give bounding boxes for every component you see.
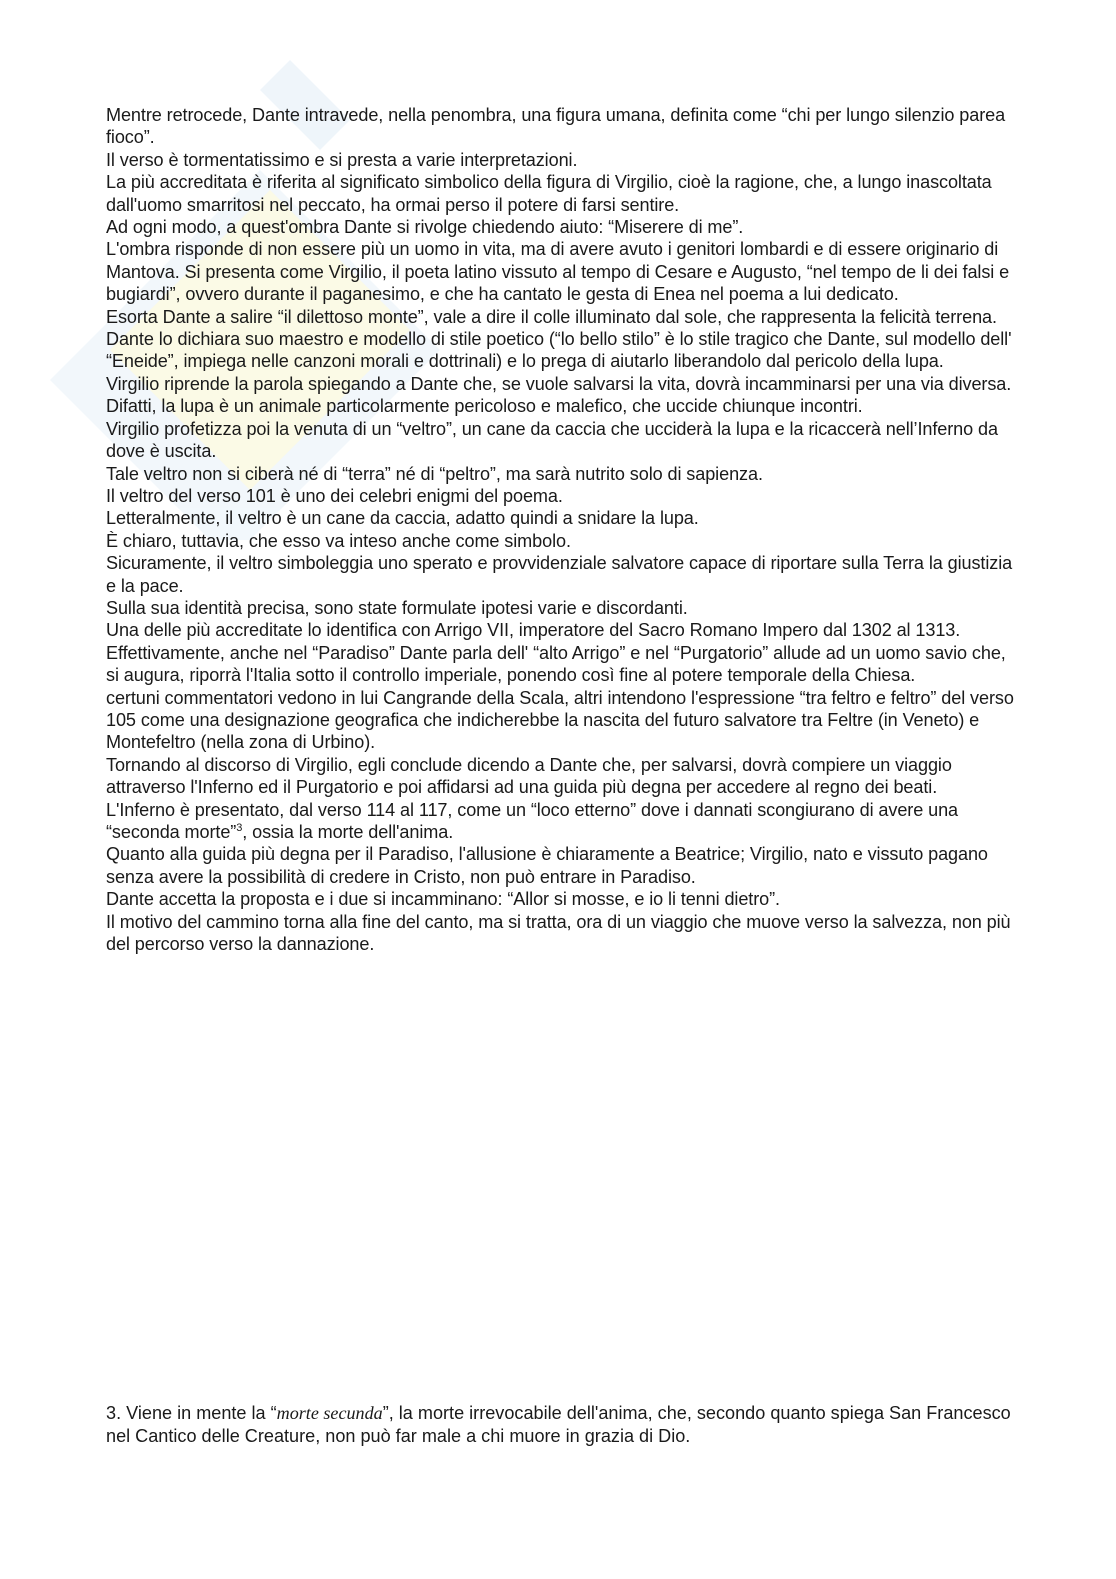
paragraph: Letteralmente, il veltro è un cane da caccia, adatto quindi a snidare la lupa. — [106, 508, 699, 529]
paragraph: Tornando al discorso di Virgilio, egli conclude dicendo a Dante che, per salvarsi, dovrà compiere un viaggio attraverso l'Inferno ed il Purgatorio e poi affidarsi ad una guida più degna per accedere al regno dei beati. — [106, 754, 952, 798]
paragraph: Il motivo del cammino torna alla fine del canto, ma si tratta, ora di un viaggio che muove verso la salvezza, non più del percorso verso la dannazione. — [106, 911, 1011, 955]
paragraph: Sicuramente, il veltro simboleggia uno sperato e provvidenziale salvatore capace di riportare sulla Terra la giustizia e la pace. — [106, 553, 1013, 596]
paragraph: Virgilio riprende la parola spiegando a Dante che, se vuole salvarsi la vita, dovrà incamminarsi per una via diversa. — [106, 373, 1012, 394]
paragraph: Difatti, la lupa è un animale particolarmente pericoloso e malefico, che uccide chiunque incontri. — [106, 396, 863, 417]
paragraph: Esorta Dante a salire “il dilettoso monte”, vale a dire il colle illuminato dal sole, che rappresenta la felicità terrena. — [106, 306, 997, 327]
paragraph: Effettivamente, anche nel “Paradiso” Dante parla dell' “alto Arrigo” e nel “Purgatorio” allude ad un uomo savio che, si augura, riporrà l'Italia sotto il controllo imperiale, ponendo così fine al potere temporale della Chiesa. — [106, 642, 1006, 686]
footnote-text — [106, 1402, 1016, 1448]
footnote — [106, 1402, 1016, 1448]
paragraph: Il verso è tormentatissimo e si presta a varie interpretazioni. — [106, 149, 578, 170]
footnote-before: 3. Viene in mente la “ — [106, 1403, 277, 1423]
paragraph: Ad ogni modo, a quest'ombra Dante si rivolge chiedendo aiuto: “Miserere di me”. — [106, 217, 744, 238]
paragraph: Mentre retrocede, Dante intravede, nella penombra, una figura umana, definita come “chi per lungo silenzio parea fioco”. — [106, 105, 1006, 148]
paragraph: Sulla sua identità precisa, sono state formulate ipotesi varie e discordanti. — [106, 597, 688, 618]
paragraph: Virgilio profetizza poi la venuta di un “veltro”, un cane da caccia che ucciderà la lupa e la ricaccerà nell’Inferno da dove è uscita. — [106, 418, 998, 462]
paragraph: La più accreditata è riferita al significato simbolico della figura di Virgilio, cioè la ragione, che, a lungo inascoltata dall'uomo smarritosi nel peccato, ha ormai perso il potere di farsi sentire. — [106, 172, 992, 215]
paragraph: Dante accetta la proposta e i due si incamminano: “Allor si mosse, e io li tenni dietro”. — [106, 889, 780, 910]
paragraph: Dante lo dichiara suo maestro e modello di stile poetico (“lo bello stilo” è lo stile tragico che Dante, sul modello dell' “Eneide”, impiega nelle canzoni morali e dottrinali) e lo prega di aiutarlo liberandolo dal pericolo della lupa. — [106, 329, 1012, 372]
paragraph: È chiaro, tuttavia, che esso va inteso anche come simbolo. — [106, 530, 571, 551]
footnote-italic: morte secunda — [276, 1403, 383, 1423]
footnote-after: ”, la morte irrevocabile dell'anima, che, secondo quanto spiega San Francesco nel Cantico delle Creature, non può far male a chi muore in grazia di Dio. — [106, 1403, 1011, 1446]
inferno-text-after: , ossia la morte dell'anima. — [242, 822, 454, 842]
paragraph: Una delle più accreditate lo identifica con Arrigo VII, imperatore del Sacro Romano Impero dal 1302 al 1313. — [106, 620, 961, 641]
inferno-text-before: L'Inferno è presentato, dal verso 114 al 117, come un “loco etterno” dove i dannati scongiurano di avere una “seconda morte” — [106, 799, 958, 842]
paragraph: Tale veltro non si ciberà né di “terra” né di “peltro”, ma sarà nutrito solo di sapienza. — [106, 463, 763, 484]
paragraph: certuni commentatori vedono in lui Cangrande della Scala, altri intendono l'espressione “tra feltro e feltro” del verso 105 come una designazione geografica che indicherebbe la nascita del futuro salvatore tra Feltre (in Veneto) e Montefeltro (nella zona di Urbino). — [106, 687, 1014, 753]
paragraph: L'ombra risponde di non essere più un uomo in vita, ma di avere avuto i genitori lombardi e di essere originario di Mantova. Si presenta come Virgilio, il poeta latino vissuto al tempo di Cesare e Augusto, “nel tempo de li dei falsi e bugiardi”, ovvero durante il paganesimo, e che ha cantato le gesta di Enea nel poema a lui dedicato. — [106, 239, 1010, 305]
paragraph: Il veltro del verso 101 è uno dei celebri enigmi del poema. — [106, 485, 563, 506]
main-text — [106, 104, 1016, 955]
paragraph-inferno — [106, 799, 1016, 844]
footnote-ref[interactable]: 3 — [236, 821, 243, 834]
paragraph: Quanto alla guida più degna per il Paradiso, l'allusione è chiaramente a Beatrice; Virgilio, nato e vissuto pagano senza avere la possibilità di credere in Cristo, non può entrare in Paradiso. — [106, 844, 988, 887]
